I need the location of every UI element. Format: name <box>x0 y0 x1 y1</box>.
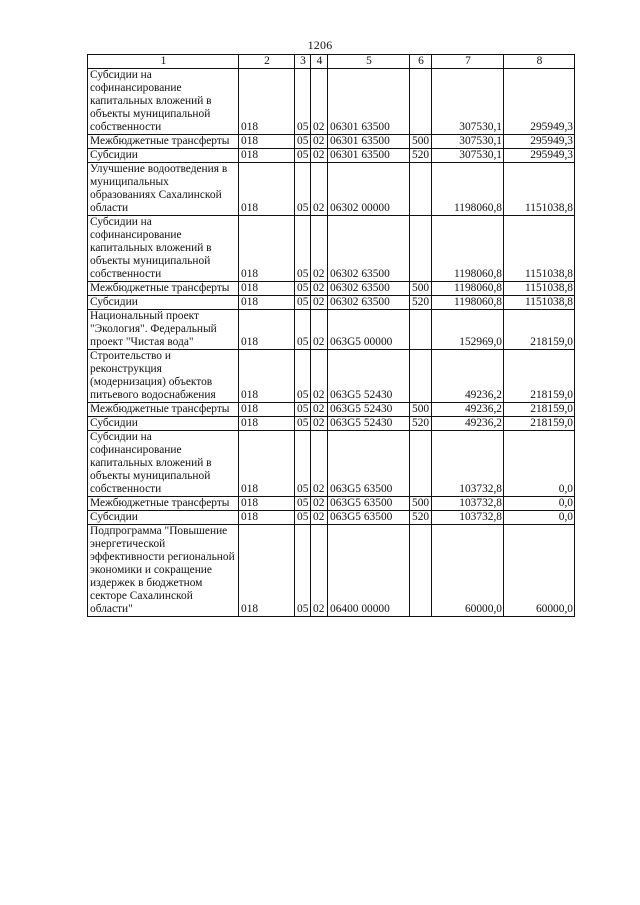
expense-type-cell <box>410 163 432 216</box>
table-row <box>88 135 575 149</box>
column-header: 8 <box>504 55 575 69</box>
amount-cell: 0,0 <box>504 511 575 525</box>
subsection-cell: 02 <box>311 163 328 216</box>
budget-table <box>87 54 575 617</box>
expense-type-cell: 520 <box>410 149 432 163</box>
code-cell: 018 <box>239 296 295 310</box>
expense-type-cell <box>410 431 432 497</box>
amount-cell: 307530,1 <box>432 135 504 149</box>
column-header: 5 <box>328 55 410 69</box>
subsection-cell: 02 <box>311 431 328 497</box>
amount-cell: 295949,3 <box>504 69 575 135</box>
section-cell: 05 <box>295 310 311 350</box>
row-name-cell: Субсидии на софинансирование капитальных вложений в объекты муниципальной собственности <box>88 216 239 282</box>
expense-type-cell <box>410 310 432 350</box>
target-article-cell: 063G5 00000 <box>328 310 410 350</box>
code-cell: 018 <box>239 511 295 525</box>
amount-cell: 1151038,8 <box>504 163 575 216</box>
expense-type-cell: 520 <box>410 417 432 431</box>
row-name-cell: Строительство и реконструкция (модернизация) объектов питьевого водоснабжения <box>88 350 239 403</box>
amount-cell: 60000,0 <box>504 525 575 617</box>
target-article-cell: 06302 63500 <box>328 282 410 296</box>
section-cell: 05 <box>295 350 311 403</box>
target-article-cell: 063G5 52430 <box>328 403 410 417</box>
row-name-cell: Субсидии <box>88 296 239 310</box>
expense-type-cell: 500 <box>410 135 432 149</box>
row-name-cell: Межбюджетные трансферты <box>88 403 239 417</box>
subsection-cell: 02 <box>311 69 328 135</box>
row-name-cell: Межбюджетные трансферты <box>88 135 239 149</box>
row-name-cell: Подпрограмма "Повышение энергетической эффективности региональной экономики и сокращение издержек в бюджетном секторе Сахалинской области" <box>88 525 239 617</box>
section-cell: 05 <box>295 282 311 296</box>
subsection-cell: 02 <box>311 511 328 525</box>
amount-cell: 49236,2 <box>432 417 504 431</box>
section-cell: 05 <box>295 403 311 417</box>
section-cell: 05 <box>295 417 311 431</box>
section-cell: 05 <box>295 511 311 525</box>
table-row <box>88 525 575 617</box>
row-name-cell: Субсидии <box>88 511 239 525</box>
code-cell: 018 <box>239 149 295 163</box>
target-article-cell: 063G5 63500 <box>328 497 410 511</box>
subsection-cell: 02 <box>311 403 328 417</box>
expense-type-cell <box>410 350 432 403</box>
target-article-cell: 06400 00000 <box>328 525 410 617</box>
row-name-cell: Улучшение водоотведения в муниципальных образованиях Сахалинской области <box>88 163 239 216</box>
section-cell: 05 <box>295 296 311 310</box>
amount-cell: 218159,0 <box>504 403 575 417</box>
code-cell: 018 <box>239 69 295 135</box>
table-row <box>88 350 575 403</box>
amount-cell: 1198060,8 <box>432 216 504 282</box>
table-row <box>88 403 575 417</box>
table-row <box>88 511 575 525</box>
code-cell: 018 <box>239 310 295 350</box>
subsection-cell: 02 <box>311 135 328 149</box>
code-cell: 018 <box>239 163 295 216</box>
amount-cell: 1151038,8 <box>504 296 575 310</box>
table-row <box>88 216 575 282</box>
code-cell: 018 <box>239 497 295 511</box>
amount-cell: 218159,0 <box>504 350 575 403</box>
subsection-cell: 02 <box>311 350 328 403</box>
table-row <box>88 149 575 163</box>
table-header-row <box>88 55 575 69</box>
section-cell: 05 <box>295 163 311 216</box>
section-cell: 05 <box>295 431 311 497</box>
amount-cell: 295949,3 <box>504 135 575 149</box>
target-article-cell: 063G5 52430 <box>328 350 410 403</box>
code-cell: 018 <box>239 350 295 403</box>
target-article-cell: 06302 63500 <box>328 216 410 282</box>
amount-cell: 218159,0 <box>504 310 575 350</box>
target-article-cell: 06302 00000 <box>328 163 410 216</box>
amount-cell: 1151038,8 <box>504 282 575 296</box>
table-row <box>88 163 575 216</box>
code-cell: 018 <box>239 403 295 417</box>
target-article-cell: 06301 63500 <box>328 149 410 163</box>
amount-cell: 103732,8 <box>432 431 504 497</box>
amount-cell: 0,0 <box>504 497 575 511</box>
row-name-cell: Субсидии на софинансирование капитальных вложений в объекты муниципальной собственности <box>88 69 239 135</box>
subsection-cell: 02 <box>311 525 328 617</box>
subsection-cell: 02 <box>311 282 328 296</box>
code-cell: 018 <box>239 282 295 296</box>
amount-cell: 49236,2 <box>432 350 504 403</box>
row-name-cell: Межбюджетные трансферты <box>88 282 239 296</box>
table-row <box>88 282 575 296</box>
row-name-cell: Межбюджетные трансферты <box>88 497 239 511</box>
amount-cell: 1198060,8 <box>432 282 504 296</box>
target-article-cell: 063G5 52430 <box>328 417 410 431</box>
section-cell: 05 <box>295 525 311 617</box>
amount-cell: 218159,0 <box>504 417 575 431</box>
code-cell: 018 <box>239 431 295 497</box>
row-name-cell: Субсидии на софинансирование капитальных вложений в объекты муниципальной собственности <box>88 431 239 497</box>
code-cell: 018 <box>239 417 295 431</box>
amount-cell: 103732,8 <box>432 497 504 511</box>
subsection-cell: 02 <box>311 296 328 310</box>
section-cell: 05 <box>295 216 311 282</box>
subsection-cell: 02 <box>311 497 328 511</box>
table-row <box>88 431 575 497</box>
column-header: 1 <box>88 55 239 69</box>
amount-cell: 60000,0 <box>432 525 504 617</box>
target-article-cell: 06302 63500 <box>328 296 410 310</box>
subsection-cell: 02 <box>311 417 328 431</box>
target-article-cell: 06301 63500 <box>328 69 410 135</box>
row-name-cell: Национальный проект "Экология". Федеральный проект "Чистая вода" <box>88 310 239 350</box>
row-name-cell: Субсидии <box>88 149 239 163</box>
table-row <box>88 310 575 350</box>
amount-cell: 0,0 <box>504 431 575 497</box>
code-cell: 018 <box>239 525 295 617</box>
amount-cell: 307530,1 <box>432 69 504 135</box>
target-article-cell: 06301 63500 <box>328 135 410 149</box>
page-number: 1206 <box>307 38 333 52</box>
expense-type-cell <box>410 525 432 617</box>
amount-cell: 103732,8 <box>432 511 504 525</box>
column-header: 7 <box>432 55 504 69</box>
amount-cell: 1198060,8 <box>432 296 504 310</box>
table-row <box>88 497 575 511</box>
row-name-cell: Субсидии <box>88 417 239 431</box>
section-cell: 05 <box>295 69 311 135</box>
target-article-cell: 063G5 63500 <box>328 511 410 525</box>
expense-type-cell <box>410 216 432 282</box>
expense-type-cell: 520 <box>410 511 432 525</box>
code-cell: 018 <box>239 135 295 149</box>
table-row <box>88 296 575 310</box>
subsection-cell: 02 <box>311 149 328 163</box>
section-cell: 05 <box>295 149 311 163</box>
amount-cell: 307530,1 <box>432 149 504 163</box>
amount-cell: 1151038,8 <box>504 216 575 282</box>
table-row <box>88 417 575 431</box>
expense-type-cell: 520 <box>410 296 432 310</box>
section-cell: 05 <box>295 135 311 149</box>
expense-type-cell: 500 <box>410 403 432 417</box>
expense-type-cell: 500 <box>410 497 432 511</box>
column-header: 6 <box>410 55 432 69</box>
amount-cell: 1198060,8 <box>432 163 504 216</box>
amount-cell: 295949,3 <box>504 149 575 163</box>
subsection-cell: 02 <box>311 216 328 282</box>
column-header: 4 <box>311 55 328 69</box>
amount-cell: 152969,0 <box>432 310 504 350</box>
column-header: 2 <box>239 55 295 69</box>
expense-type-cell: 500 <box>410 282 432 296</box>
section-cell: 05 <box>295 497 311 511</box>
column-header: 3 <box>295 55 311 69</box>
amount-cell: 49236,2 <box>432 403 504 417</box>
table-row <box>88 69 575 135</box>
target-article-cell: 063G5 63500 <box>328 431 410 497</box>
expense-type-cell <box>410 69 432 135</box>
code-cell: 018 <box>239 216 295 282</box>
subsection-cell: 02 <box>311 310 328 350</box>
